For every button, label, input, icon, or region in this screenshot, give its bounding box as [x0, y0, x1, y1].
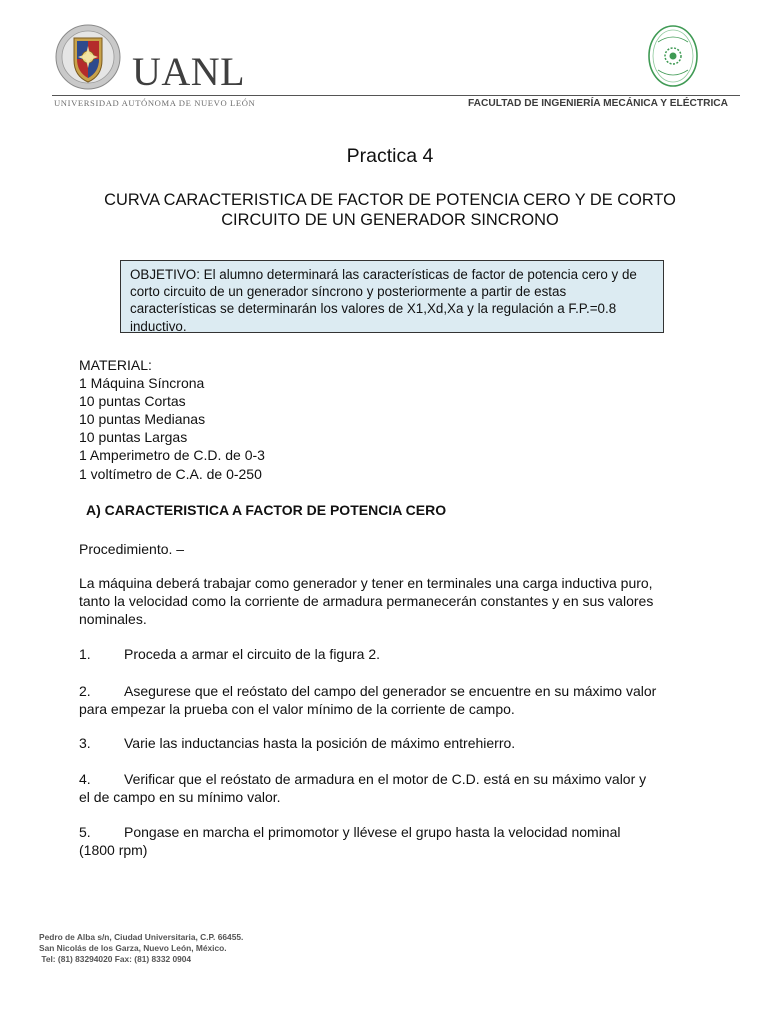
procedure-label: Procedimiento. –: [79, 541, 185, 557]
faculty-name: FACULTAD DE INGENIERÍA MECÁNICA Y ELÉCTRICA: [468, 98, 728, 109]
material-item: 10 puntas Cortas: [79, 393, 186, 410]
step-text: Asegurese que el reóstato del campo del generador se encuentre en su máximo valor: [124, 683, 657, 699]
step-text: Proceda a armar el circuito de la figura 2.: [124, 646, 381, 662]
step-item: [79, 770, 739, 806]
objective-line-1: OBJETIVO: El alumno determinará las características de factor de potencia cero y de: [130, 267, 637, 282]
step-text: Varie las inductancias hasta la posición de máximo entrehierro.: [124, 735, 516, 751]
title-line-1: CURVA CARACTERISTICA DE FACTOR DE POTENCIA CERO Y DE CORTO: [104, 191, 676, 209]
practice-number: Practica 4: [346, 145, 434, 167]
intro-line-1: La máquina deberá trabajar como generador y tener en terminales una carga inductiva puro,: [79, 575, 653, 591]
practice-title: [70, 190, 710, 230]
header-rule: [52, 95, 740, 96]
material-list: [79, 356, 679, 483]
intro-line-2: tanto la velocidad como la corriente de armadura permanecerán constantes y en sus valores: [79, 593, 654, 609]
objective-line-2: corto circuito de un generador síncrono y posteriormente a partir de estas: [130, 284, 567, 300]
step-text-continued: para empezar la prueba con el valor mínimo de la corriente de campo.: [79, 701, 515, 717]
footer-line-1: Pedro de Alba s/n, Ciudad Universitaria, C.P. 66455.: [39, 932, 244, 942]
title-line-2: CIRCUITO DE UN GENERADOR SINCRONO: [221, 211, 559, 229]
step-item: [79, 734, 739, 752]
uanl-shield-logo: [50, 24, 126, 90]
step-number: 4.: [79, 771, 91, 787]
uanl-wordmark: UANL: [132, 49, 246, 94]
material-item: 1 Amperimetro de C.D. de 0-3: [79, 447, 265, 464]
material-item: 1 voltímetro de C.A. de 0-250: [79, 465, 262, 482]
footer-line-2: San Nicolás de los Garza, Nuevo León, México.: [39, 943, 227, 954]
step-text-continued: (1800 rpm): [79, 842, 148, 858]
objective-line-3: características se determinarán los valores de X1,Xd,Xa y la regulación a F.P.=0.8: [130, 301, 617, 317]
material-heading: MATERIAL:: [79, 357, 152, 373]
procedure-intro: [79, 574, 719, 628]
university-name: UNIVERSIDAD AUTÓNOMA DE NUEVO LEÓN: [54, 98, 256, 108]
step-item: [79, 645, 739, 663]
step-number: 3.: [79, 735, 91, 751]
objective-box: [120, 260, 664, 333]
step-number: 5.: [79, 824, 91, 840]
material-item: 10 puntas Largas: [79, 429, 188, 446]
step-text: Pongase en marcha el primomotor y llévese el grupo hasta la velocidad nominal: [124, 824, 621, 840]
intro-line-3: nominales.: [79, 611, 147, 627]
footer-address: [39, 932, 243, 966]
step-text: Verificar que el reóstato de armadura en el motor de C.D. está en su máximo valor y: [124, 771, 647, 787]
step-text-continued: el de campo en su mínimo valor.: [79, 789, 281, 805]
step-number: 1.: [79, 646, 91, 662]
objective-line-4: inductivo.: [130, 318, 187, 334]
fime-logo: [644, 22, 702, 90]
footer-line-3: Tel: (81) 83294020 Fax: (81) 8332 0904: [39, 954, 192, 965]
step-item: [79, 823, 739, 859]
step-number: 2.: [79, 683, 91, 699]
step-item: [79, 682, 739, 718]
material-item: 10 puntas Medianas: [79, 411, 206, 428]
material-item: 1 Máquina Síncrona: [79, 375, 205, 392]
section-a-heading: A) CARACTERISTICA A FACTOR DE POTENCIA CERO: [86, 502, 447, 518]
